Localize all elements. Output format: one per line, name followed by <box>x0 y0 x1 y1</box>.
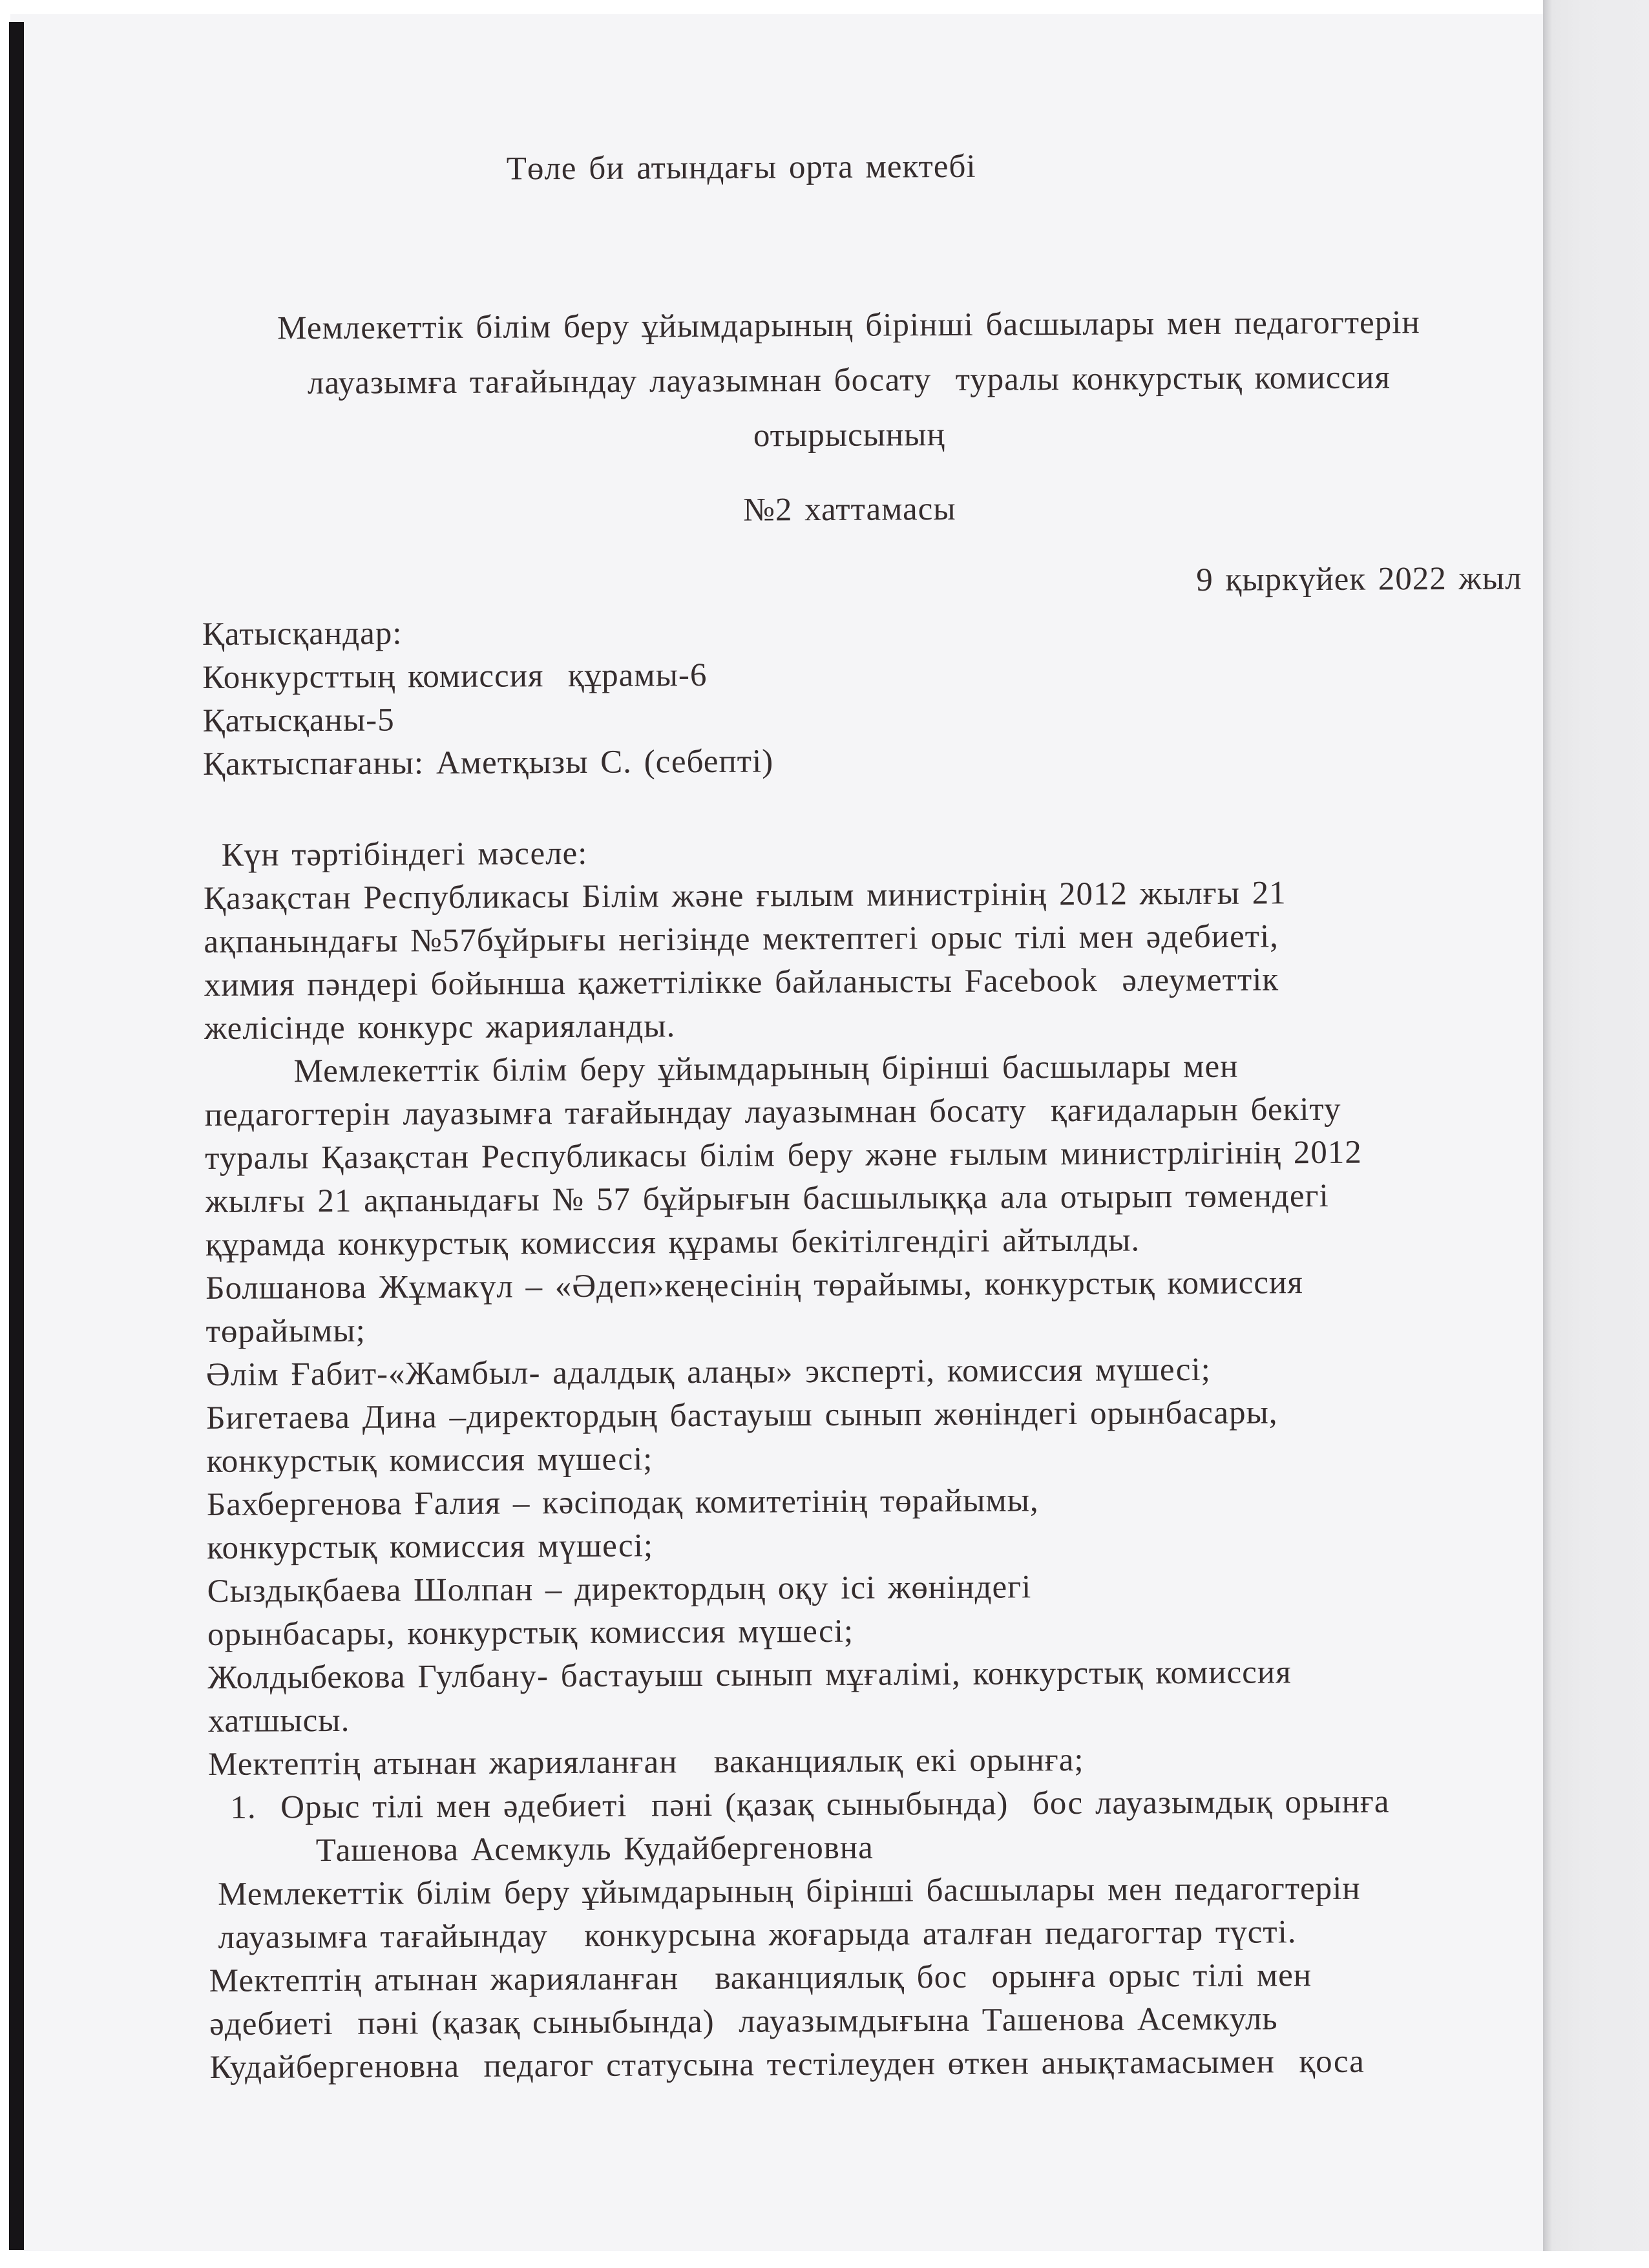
document-line: Мектептің атынан жарияланған ваканциялық бос орынға орыс тілі мен <box>209 1957 1312 2000</box>
document-line: құрамда конкурстық комиссия құрамы бекітілгендігі айтылды. <box>205 1222 1140 1264</box>
document-line: төрайымы; <box>205 1312 366 1350</box>
document-line: Жолдыбекова Гулбану- бастауыш сынып мұғалімі, конкурстық комиссия <box>207 1654 1292 1697</box>
document-line: жылғы 21 ақпаныдағы № 57 бұйрығын басшылыққа ала отырып төмендегі <box>205 1177 1329 1221</box>
document-line: Бахбергенова Ғалия – кәсіподақ комитетінің төрайымы, <box>206 1482 1039 1524</box>
document-line: Бигетаева Дина –директордың бастауыш сынып жөніндегі орынбасары, <box>206 1394 1278 1437</box>
school-title: Төле би атындағы орта мектебі <box>506 148 976 187</box>
document-line: педагогтерін лауазымға тағайындау лауазымнан босату қағидаларын бекіту <box>204 1091 1341 1134</box>
document-line: Мемлекеттік білім беру ұйымдарының бірінші басшылары мен <box>293 1048 1239 1090</box>
document-line: хатшысы. <box>207 1702 350 1740</box>
attendance-absent-note: Қактыспағаны: Аметқызы С. (себепті) <box>202 743 774 783</box>
document-line: Қазақстан Республикасы Білім және ғылым министрінің 2012 жылғы 21 <box>203 875 1287 918</box>
document-line: орынбасары, конкурстық комиссия мүшесі; <box>207 1613 854 1654</box>
attendance-attended-count: Қатысқаны-5 <box>202 702 395 740</box>
document-line: әдебиеті пәні (қазақ сыныбында) лауазымдығына Ташенова Асемкуль <box>209 2000 1278 2043</box>
heading-line: Мемлекеттік білім беру ұйымдарының бірінші басшылары мен педагогтерін <box>277 304 1420 347</box>
document-line: 1. Орыс тілі мен әдебиеті пәні (қазақ сыныбында) бос лауазымдық орынға <box>230 1783 1390 1826</box>
document-line: конкурстық комиссия мүшесі; <box>206 1441 653 1480</box>
document-line: Сыздықбаева Шолпан – директордың оқу ісі жөніндегі <box>207 1569 1032 1610</box>
document-line: конкурстық комиссия мүшесі; <box>207 1528 654 1567</box>
document-line: химия пәндері бойынша қажеттілікке байланысты Facebook әлеуметтік <box>204 961 1279 1004</box>
document-line: Мектептің атынан жарияланған ваканциялық екі орынға; <box>207 1741 1084 1783</box>
document-line: Әлім Ғабит-«Жамбыл- адалдық алаңы» эксперті, комиссия мүшесі; <box>205 1351 1211 1394</box>
document-line: туралы Қазақстан Республикасы білім беру және ғылым министрлігінің 2012 <box>205 1134 1362 1177</box>
document-line: Кудайбергеновна педагог статусына тестілеуден өткен анықтамасымен қоса <box>209 2043 1365 2086</box>
document-line: Болшанова Жұмакүл – «Әдеп»кеңесінің төрайымы, конкурстық комиссия <box>205 1265 1303 1307</box>
attendance-commission-size: Конкурсттың комиссия құрамы-6 <box>202 656 708 697</box>
document-line: лауазымға тағайындау конкурсына жоғарыда аталған педагогтар түсті. <box>218 1914 1297 1956</box>
document-line: Мемлекеттік білім беру ұйымдарының бірінші басшылары мен педагогтерін <box>218 1870 1361 1913</box>
protocol-number: №2 хаттамасы <box>743 490 956 529</box>
heading-line: отырысының <box>753 417 945 454</box>
meeting-date: 9 қыркүйек 2022 жыл <box>1196 560 1522 598</box>
attendance-participants-label: Қатысқандар: <box>202 615 403 653</box>
document-body <box>204 828 1391 2090</box>
document-line: Ташенова Асемкуль Кудайбергеновна <box>315 1829 874 1869</box>
meeting-heading <box>199 295 1498 467</box>
attendance-block <box>202 610 774 786</box>
agenda-heading: Күн тәртібіндегі мәселе: <box>221 835 588 874</box>
document-line: ақпанындағы №57бұйрығы негізінде мектептегі орыс тілі мен әдебиеті, <box>204 918 1279 961</box>
document-line: желісінде конкурс жарияланды. <box>204 1008 676 1047</box>
heading-line: лауазымға тағайындау лауазымнан босату туралы конкурстық комиссия <box>307 359 1391 402</box>
